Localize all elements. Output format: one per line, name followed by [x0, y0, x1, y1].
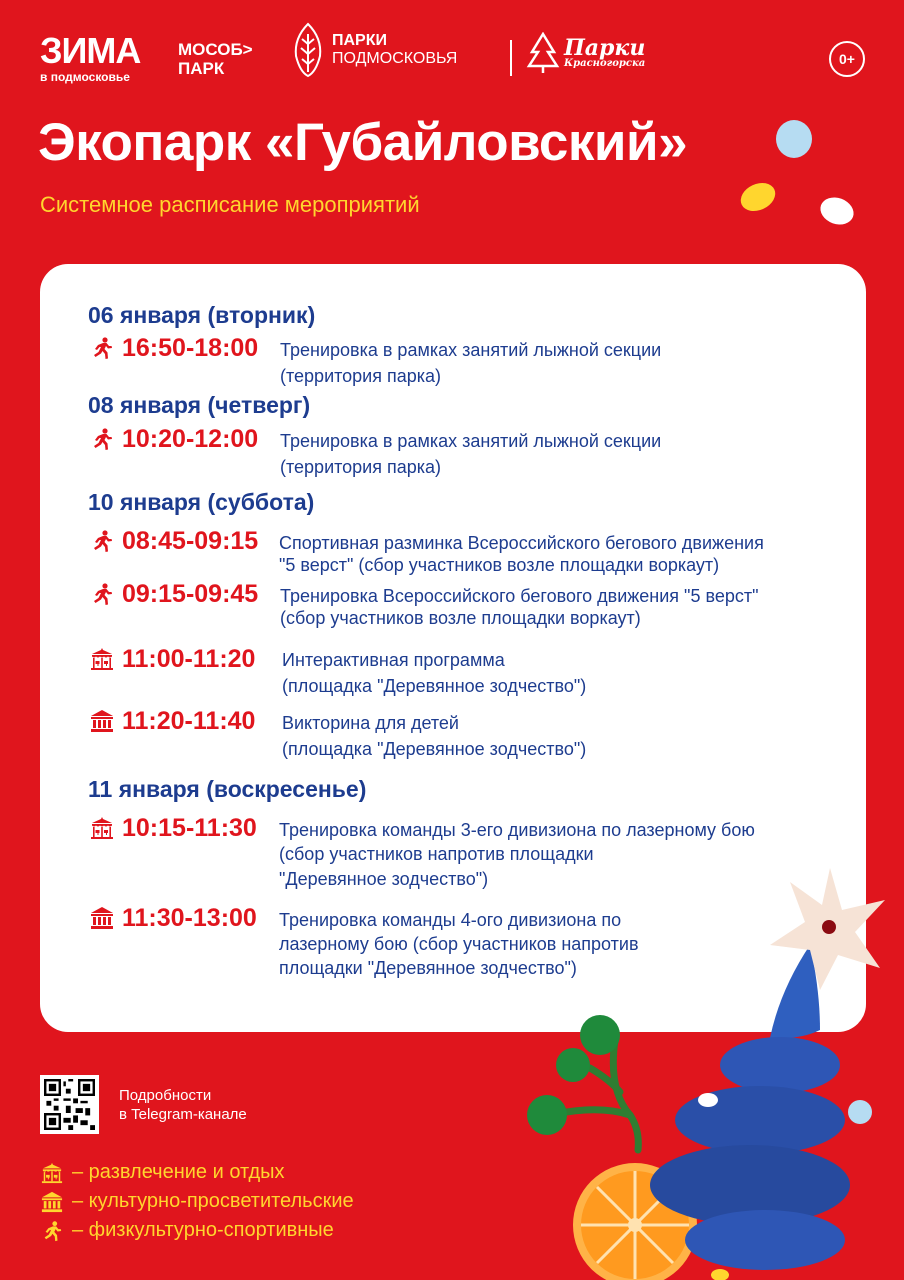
event-time: 11:00-11:20	[122, 645, 256, 673]
logo-parki-krasnogorska	[526, 32, 645, 74]
day-heading: 08 января (четверг)	[88, 392, 311, 418]
legend-label: – развлечение и отдых	[72, 1161, 285, 1183]
logo-zima-subtext: в подмосковье	[40, 70, 130, 84]
tree-emblem-icon	[526, 32, 560, 74]
event-desc-line: (площадка "Деревянное зодчество")	[282, 676, 587, 696]
event-row	[90, 425, 258, 454]
day-heading: 10 января (суббота)	[88, 489, 315, 515]
legend-label: – культурно-просветительские	[72, 1190, 354, 1212]
event-desc-line: Викторина для детей	[282, 713, 459, 733]
carousel-icon	[90, 816, 114, 840]
christmas-tree-illustration	[520, 860, 904, 1280]
event-desc-line: Тренировка в рамках занятий лыжной секции	[280, 431, 662, 451]
running-icon	[90, 336, 114, 360]
page-subtitle: Системное расписание мероприятий	[40, 192, 420, 217]
berries-branch-icon	[527, 1015, 638, 1150]
logo-zima-text: ЗИМА	[40, 30, 141, 71]
event-desc-line: (сбор участников возле площадки воркаут)	[280, 608, 641, 628]
running-icon	[40, 1220, 64, 1242]
decor-dot-yellow	[736, 178, 780, 217]
logo-kras-sub: Красногорска	[564, 57, 646, 69]
event-time: 08:45-09:15	[122, 527, 259, 555]
page-title: Экопарк «Губайловский»	[38, 113, 688, 172]
event-time: 10:15-11:30	[122, 814, 257, 842]
legend-item	[40, 1219, 334, 1242]
age-rating-badge: 0+	[829, 41, 865, 77]
star-topper-icon	[770, 868, 885, 990]
day-heading: 06 января (вторник)	[88, 302, 316, 328]
event-desc-line: Интерактивная программа	[282, 650, 505, 670]
legend-item	[40, 1190, 354, 1213]
event-desc-line: (территория парка)	[280, 457, 442, 477]
event-desc-line: Тренировка команды 3-его дивизиона по лазерному бою	[279, 820, 755, 840]
event-desc-line: (территория парка)	[280, 366, 442, 386]
telegram-info-line2: в Telegram-канале	[119, 1106, 247, 1123]
header-divider	[510, 40, 512, 76]
event-row	[90, 707, 255, 736]
logo-zima	[40, 30, 141, 84]
event-row	[90, 527, 258, 556]
event-time: 09:15-09:45	[122, 580, 259, 608]
event-desc-line: (площадка "Деревянное зодчество")	[282, 739, 587, 759]
decor-dot-blue	[776, 120, 812, 158]
event-desc-line: Тренировка в рамках занятий лыжной секции	[280, 340, 662, 360]
event-row	[90, 645, 255, 674]
event-time: 11:20-11:40	[122, 707, 256, 735]
carousel-icon	[40, 1162, 64, 1184]
telegram-info-line1: Подробности	[119, 1087, 212, 1104]
event-time: 10:20-12:00	[122, 425, 259, 453]
running-icon	[90, 582, 114, 606]
event-desc-line: Спортивная разминка Всероссийского бегового движения	[279, 533, 764, 553]
event-time: 11:30-13:00	[122, 904, 257, 932]
event-row	[90, 904, 257, 933]
event-time: 16:50-18:00	[122, 334, 259, 362]
qr-code-icon	[44, 1079, 95, 1130]
event-desc-line: площадки "Деревянное зодчество")	[279, 958, 577, 978]
legend-label: – физкультурно-спортивные	[72, 1219, 334, 1241]
event-desc-line: лазерному бою (сбор участников напротив	[279, 934, 639, 954]
event-row	[90, 334, 258, 363]
running-icon	[90, 529, 114, 553]
event-desc-line: (сбор участников напротив площадки	[279, 844, 594, 864]
legend-item	[40, 1161, 285, 1184]
event-desc-line: Тренировка Всероссийского бегового движения "5 верст"	[280, 586, 759, 606]
logo-parki-line2: ПОДМОСКОВЬЯ	[332, 50, 458, 67]
telegram-info	[119, 1086, 247, 1124]
logo-mosobl-line1: МОСОБ>	[178, 40, 253, 59]
leaf-emblem-icon	[292, 22, 324, 78]
decor-dot-white	[817, 193, 858, 229]
carousel-icon	[90, 647, 114, 671]
running-icon	[90, 427, 114, 451]
logo-parki-podmoskovya	[292, 22, 457, 78]
event-desc-line: Тренировка команды 4-ого дивизиона по	[279, 910, 622, 930]
event-desc-line: "5 верст" (сбор участников возле площадки воркаут)	[279, 555, 720, 575]
museum-icon	[90, 709, 114, 733]
logo-mosobl-line2: ПАРК	[178, 59, 225, 78]
logo-mosoblpark	[178, 40, 253, 78]
museum-icon	[40, 1191, 64, 1213]
event-row	[90, 580, 258, 609]
day-heading: 11 января (воскресенье)	[88, 776, 367, 802]
event-row	[90, 814, 257, 843]
logo-parki-line1: ПАРКИ	[332, 32, 387, 49]
event-desc-line: "Деревянное зодчество")	[279, 869, 489, 889]
museum-icon	[90, 906, 114, 930]
logo-kras-main: Парки	[564, 34, 646, 61]
qr-code[interactable]	[40, 1075, 99, 1134]
